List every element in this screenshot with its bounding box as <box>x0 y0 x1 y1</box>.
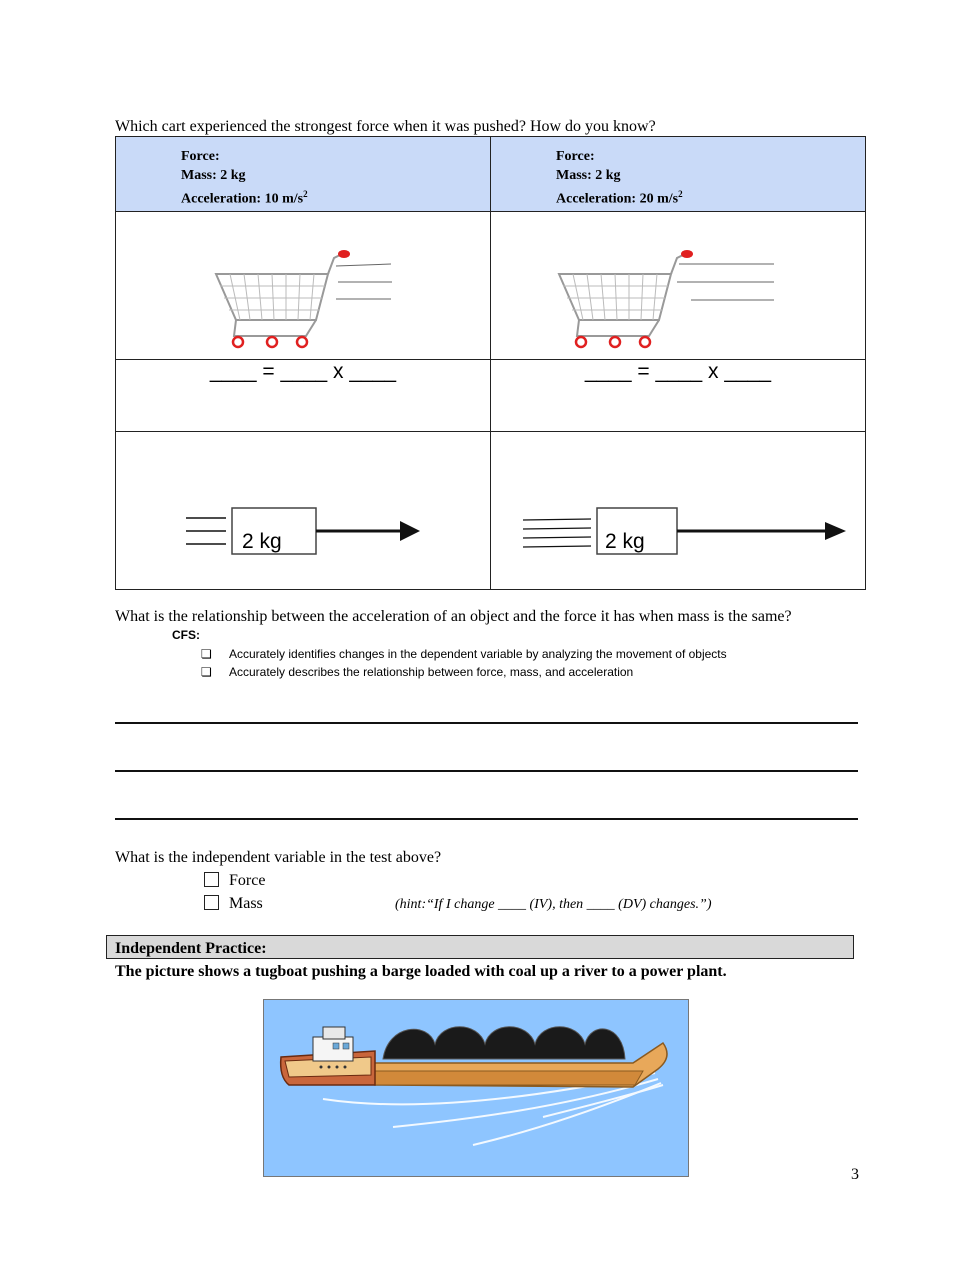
practice-description: The picture shows a tugboat pushing a barge loaded with coal up a river to a power plant. <box>115 963 727 980</box>
arrow-head-icon <box>825 522 846 540</box>
practice-header: Independent Practice: <box>115 940 267 957</box>
answer-line[interactable] <box>115 770 858 772</box>
mass-box-label: 2 kg <box>242 530 282 553</box>
force-label: Force: <box>181 149 220 164</box>
checkbox-icon[interactable] <box>204 872 219 887</box>
shopping-cart-icon <box>116 212 490 354</box>
box-cell-left <box>116 432 491 590</box>
arrow-head-icon <box>400 521 420 541</box>
option-force[interactable]: Force <box>204 872 265 890</box>
comparison-table <box>115 136 866 590</box>
header-cell-right <box>491 137 866 212</box>
answer-line[interactable] <box>115 722 858 724</box>
mass-label: Mass: 2 kg <box>556 168 621 183</box>
tugboat-barge-illustration <box>263 999 689 1177</box>
cfs-label: CFS: <box>172 628 200 642</box>
equation-left: ____ = ____ x ____ <box>116 360 491 432</box>
page-number: 3 <box>851 1166 859 1183</box>
question-cart-force: Which cart experienced the strongest force when it was pushed? How do you know? <box>115 118 656 135</box>
mass-box-diagram <box>116 432 490 584</box>
criteria-item: ❏ Accurately describes the relationship between force, mass, and acceleration <box>201 665 634 679</box>
mass-label: Mass: 2 kg <box>181 168 246 183</box>
question-independent-variable: What is the independent variable in the test above? <box>115 849 442 866</box>
box-cell-right <box>491 432 866 590</box>
header-cell-left <box>116 137 491 212</box>
checkbox-icon: ❏ <box>201 665 212 679</box>
hint-text: (hint:“If I change ____ (IV), then ____ (DV) changes.”) <box>395 897 712 912</box>
criteria-item: ❏ Accurately identifies changes in the dependent variable by analyzing the movement of objects <box>201 647 727 661</box>
cart-cell-left <box>116 212 491 360</box>
shopping-cart-icon <box>491 212 865 354</box>
mass-box-diagram <box>491 432 865 584</box>
mass-box-label: 2 kg <box>605 530 645 553</box>
answer-line[interactable] <box>115 818 858 820</box>
acceleration-label: Acceleration: 10 $m/s^2$ <box>181 189 308 207</box>
question-relationship: What is the relationship between the acceleration of an object and the force it has when mass is the same? <box>115 608 792 625</box>
checkbox-icon[interactable] <box>204 895 219 910</box>
cart-cell-right <box>491 212 866 360</box>
acceleration-label: Acceleration: 20 $m/s^2$ <box>556 189 683 207</box>
equation-right: ____ = ____ x ____ <box>491 360 866 432</box>
force-label: Force: <box>556 149 595 164</box>
checkbox-icon: ❏ <box>201 647 212 661</box>
option-mass[interactable]: Mass <box>204 895 263 913</box>
